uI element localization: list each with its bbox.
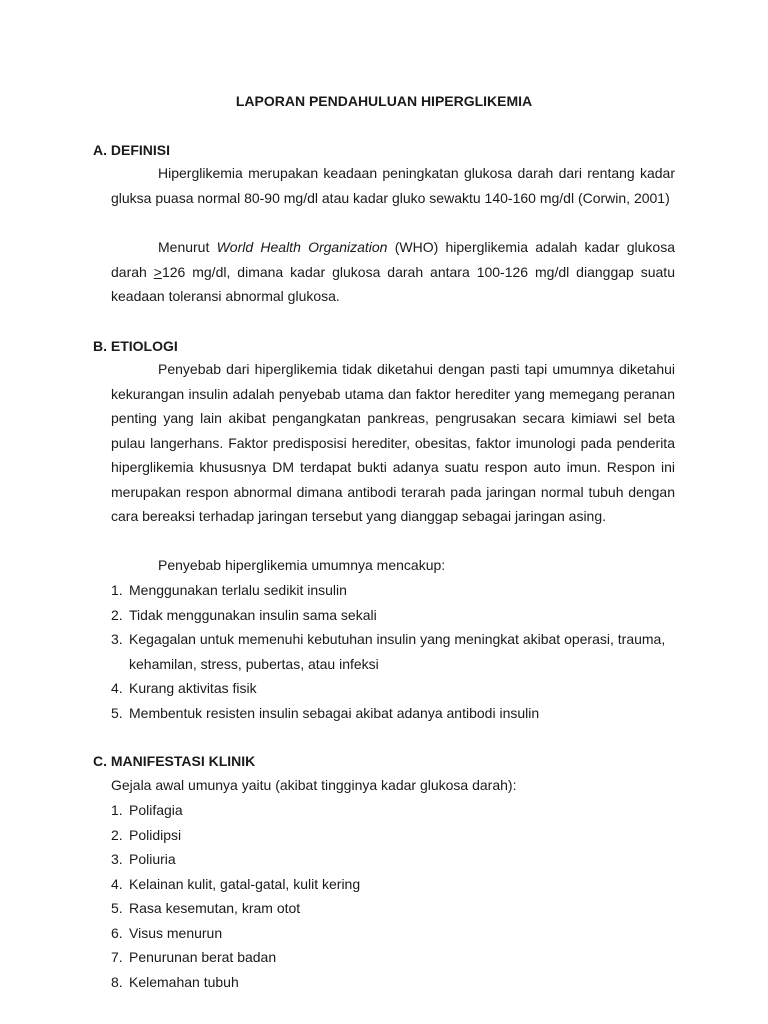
section-c-heading: C. MANIFESTASI KLINIK bbox=[93, 753, 256, 769]
greater-equal-symbol: > bbox=[153, 263, 162, 280]
list-item-number: 5. bbox=[111, 704, 123, 721]
list-item-text: Menggunakan terlalu sedikit insulin bbox=[129, 582, 347, 598]
document-title: LAPORAN PENDAHULUAN HIPERGLIKEMIA bbox=[235, 93, 533, 109]
list-item bbox=[111, 701, 675, 726]
definisi-p2-part-c: 126 mg/dl, dimana kadar glukosa darah antara 100-126 mg/dl dianggap suatu keadaan toleransi abnormal glukosa. bbox=[111, 263, 675, 304]
list-item-number: 1. bbox=[111, 802, 123, 818]
list-item bbox=[111, 578, 675, 603]
list-item-number: 2. bbox=[111, 606, 123, 623]
who-italic-text: World Health Organization bbox=[216, 239, 388, 255]
definisi-p2-part-a: Menurut bbox=[158, 239, 217, 255]
list-item-text: Kurang aktivitas fisik bbox=[129, 680, 257, 696]
list-item-number: 1. bbox=[111, 582, 123, 598]
list-item bbox=[111, 798, 675, 823]
list-item bbox=[111, 896, 675, 921]
etiologi-paragraph-1: Penyebab dari hiperglikemia tidak diketahui dengan pasti tapi umumnya diketahui kekurangan insulin adalah penyebab utama dan faktor herediter yang memegang peranan penting yang lain akibat pengangkatan pankreas, pengrusakan secara kimiawi sel beta pulau langerhans. Faktor predisposisi herediter, obesitas, faktor imunologi pada penderita hiperglikemia khususnya DM terdapat bukti adanya suatu respon auto imun. Respon ini merupakan respon abnormal dimana antibodi terarah pada jaringan normal tubuh dengan cara bereaksi terhadap jaringan tersebut yang dianggap sebagai jaringan asing. bbox=[111, 361, 675, 524]
list-item-text: Polidipsi bbox=[129, 826, 182, 843]
list-item bbox=[111, 603, 675, 628]
list-item-text: Kegagalan untuk memenuhi kebutuhan insulin yang meningkat akibat operasi, trauma, kehamilan, stress, pubertas, atau infeksi bbox=[129, 631, 666, 672]
manifestasi-intro: Gejala awal umunya yaitu (akibat tingginya kadar glukosa darah): bbox=[111, 777, 517, 793]
definisi-p2-part-b: (WHO) hiperglikemia adalah kadar glukosa darah bbox=[111, 239, 675, 280]
section-b-heading: B. ETIOLOGI bbox=[93, 338, 178, 354]
list-item-text: Penurunan berat badan bbox=[129, 949, 277, 965]
etiologi-paragraph-2: Penyebab hiperglikemia umumnya mencakup: bbox=[158, 557, 446, 573]
list-item-number: 6. bbox=[111, 924, 123, 941]
list-item-text: Tidak menggunakan insulin sama sekali bbox=[129, 606, 377, 623]
list-item-number: 3. bbox=[111, 851, 123, 867]
list-item bbox=[111, 676, 675, 701]
list-item-text: Kelemahan tubuh bbox=[129, 973, 239, 990]
etiologi-list bbox=[111, 578, 675, 725]
list-item bbox=[111, 627, 675, 676]
list-item bbox=[111, 847, 675, 872]
list-item-text: Polifagia bbox=[129, 802, 183, 818]
list-item bbox=[111, 945, 675, 970]
list-item-number: 8. bbox=[111, 973, 123, 990]
list-item-number: 7. bbox=[111, 949, 123, 965]
list-item-text: Visus menurun bbox=[129, 924, 223, 941]
list-item-number: 4. bbox=[111, 875, 123, 892]
section-a-heading: A. DEFINISI bbox=[93, 142, 171, 158]
list-item-text: Membentuk resisten insulin sebagai akibat adanya antibodi insulin bbox=[129, 704, 540, 721]
list-item-number: 2. bbox=[111, 826, 123, 843]
list-item bbox=[111, 823, 675, 848]
list-item-number: 4. bbox=[111, 680, 123, 696]
list-item-text: Rasa kesemutan, kram otot bbox=[129, 900, 301, 916]
list-item-text: Kelainan kulit, gatal-gatal, kulit kering bbox=[129, 875, 361, 892]
list-item-number: 3. bbox=[111, 631, 123, 647]
list-item bbox=[111, 872, 675, 897]
definisi-paragraph-2 bbox=[111, 235, 675, 309]
list-item bbox=[111, 970, 675, 995]
manifestasi-list bbox=[111, 798, 675, 994]
definisi-paragraph-1: Hiperglikemia merupakan keadaan peningkatan glukosa darah dari rentang kadar gluksa puasa normal 80-90 mg/dl atau kadar gluko sewaktu 140-160 mg/dl (Corwin, 2001) bbox=[111, 165, 675, 206]
list-item-number: 5. bbox=[111, 900, 123, 916]
list-item-text: Poliuria bbox=[129, 851, 176, 867]
list-item bbox=[111, 921, 675, 946]
